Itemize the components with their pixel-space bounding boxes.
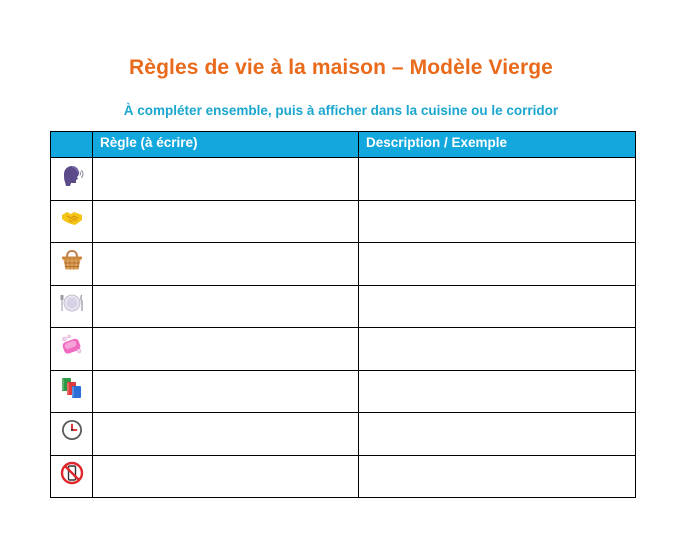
header-description-column: Description / Exemple (359, 132, 636, 158)
no-mobile-phone-icon (60, 461, 84, 485)
icon-cell (51, 328, 93, 371)
table-row (51, 158, 636, 201)
plate-cutlery-icon (60, 291, 84, 315)
soap-icon (60, 333, 84, 357)
icon-cell (51, 413, 93, 456)
header-icon-column (51, 132, 93, 158)
description-cell[interactable] (359, 328, 636, 371)
table-header-row (51, 132, 636, 158)
description-cell[interactable] (359, 413, 636, 456)
table-row (51, 370, 636, 413)
rule-cell[interactable] (93, 285, 359, 328)
icon-cell (51, 285, 93, 328)
table-row (51, 243, 636, 286)
books-icon (60, 376, 84, 400)
speaking-head-icon (60, 163, 84, 187)
description-cell[interactable] (359, 158, 636, 201)
basket-icon (60, 248, 84, 272)
icon-cell (51, 370, 93, 413)
handshake-icon (60, 206, 84, 230)
description-cell[interactable] (359, 285, 636, 328)
icon-cell (51, 200, 93, 243)
icon-cell (51, 455, 93, 498)
page-title: Règles de vie à la maison – Modèle Vierge (129, 56, 553, 79)
rule-cell[interactable] (93, 200, 359, 243)
rule-cell[interactable] (93, 158, 359, 201)
rule-cell[interactable] (93, 455, 359, 498)
clock-icon (60, 418, 84, 442)
table-row (51, 413, 636, 456)
table-row (51, 200, 636, 243)
description-cell[interactable] (359, 200, 636, 243)
rule-cell[interactable] (93, 328, 359, 371)
header-rule-column: Règle (à écrire) (93, 132, 359, 158)
table-row (51, 328, 636, 371)
rule-cell[interactable] (93, 413, 359, 456)
rule-cell[interactable] (93, 243, 359, 286)
icon-cell (51, 158, 93, 201)
table-row (51, 455, 636, 498)
table-row (51, 285, 636, 328)
description-cell[interactable] (359, 455, 636, 498)
description-cell[interactable] (359, 243, 636, 286)
icon-cell (51, 243, 93, 286)
description-cell[interactable] (359, 370, 636, 413)
page-subtitle: À compléter ensemble, puis à afficher dans la cuisine ou le corridor (123, 103, 559, 118)
rules-table (50, 131, 636, 498)
rule-cell[interactable] (93, 370, 359, 413)
